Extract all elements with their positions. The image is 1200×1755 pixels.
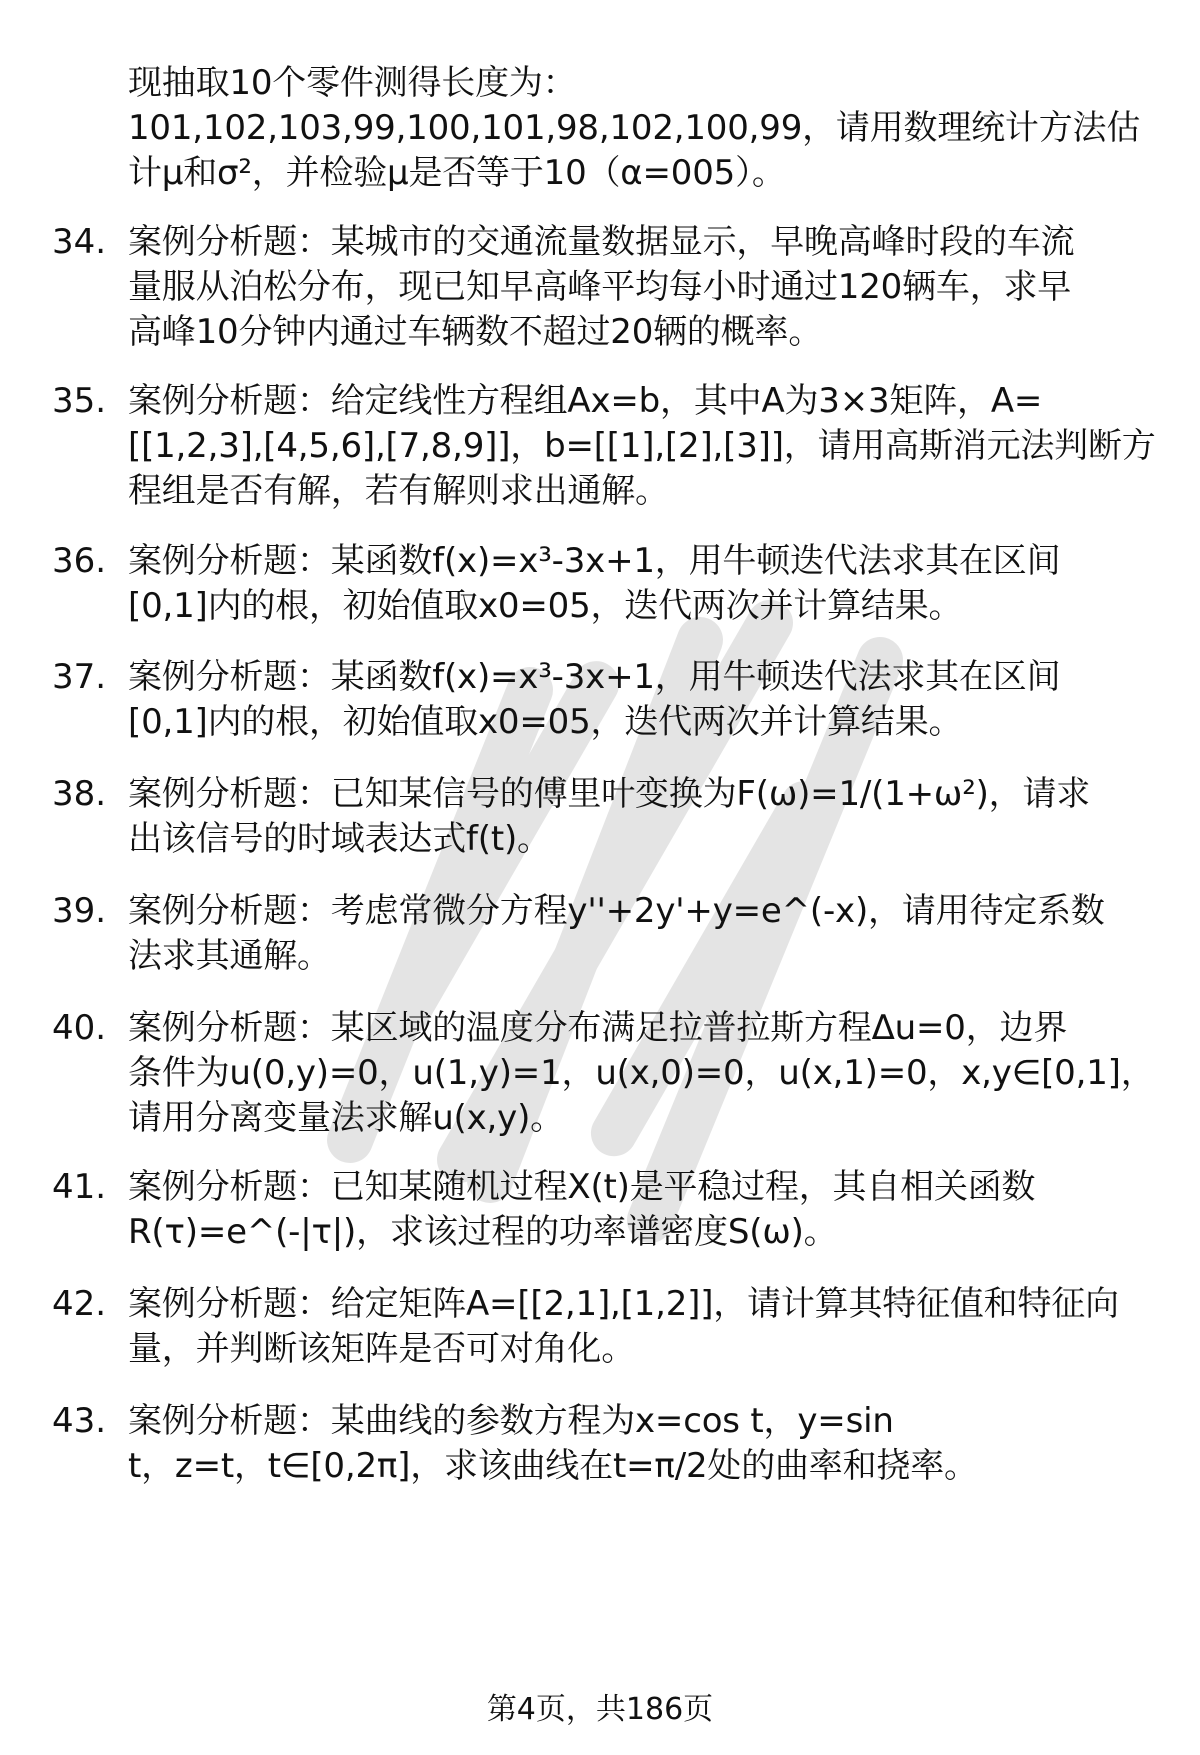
question-line: 量，并判断该矩阵是否可对角化。 <box>128 1329 635 1369</box>
question-line: 案例分析题：给定线性方程组Ax=b，其中A为3×3矩阵，A= <box>128 381 1043 421</box>
question-line: 法求其通解。 <box>128 936 331 976</box>
question-line: [0,1]内的根，初始值取x0=05，迭代两次并计算结果。 <box>128 586 963 626</box>
question-number: 40. <box>52 1008 107 1048</box>
question-line: 案例分析题：给定矩阵A=[[2,1],[1,2]]，请计算其特征值和特征向 <box>128 1284 1119 1324</box>
question-number: 36. <box>52 541 107 581</box>
question-line: 请用分离变量法求解u(x,y)。 <box>128 1098 564 1138</box>
question-number: 42. <box>52 1284 107 1324</box>
question-number: 39. <box>52 891 107 931</box>
question-line: 案例分析题：某曲线的参数方程为x=cos t，y=sin <box>128 1401 894 1441</box>
intro-line-1: 现抽取10个零件测得长度为： <box>128 63 577 103</box>
question-line: 案例分析题：某城市的交通流量数据显示，早晚高峰时段的车流 <box>128 222 1075 262</box>
question-line: 案例分析题：已知某随机过程X(t)是平稳过程，其自相关函数 <box>128 1167 1036 1207</box>
intro-line-2: 101,102,103,99,100,101,98,102,100,99，请用数理统计方法估 <box>128 108 1141 148</box>
intro-line-3: 计μ和σ²，并检验μ是否等于10（α=005）。 <box>128 153 786 193</box>
question-line: 出该信号的时域表达式f(t)。 <box>128 819 551 859</box>
page-footer: 第4页，共186页 <box>486 1692 714 1727</box>
question-number: 38. <box>52 774 107 814</box>
question-number: 34. <box>52 222 107 262</box>
question-line: 案例分析题：已知某信号的傅里叶变换为F(ω)=1/(1+ω²)，请求 <box>128 774 1091 814</box>
question-line: 高峰10分钟内通过车辆数不超过20辆的概率。 <box>128 312 823 352</box>
question-line: [[1,2,3],[4,5,6],[7,8,9]]，b=[[1],[2],[3]]，请用高斯消元法判断方 <box>128 426 1156 466</box>
question-number: 37. <box>52 657 107 697</box>
question-line: R(τ)=e^(-|τ|)，求该过程的功率谱密度S(ω)。 <box>128 1212 838 1252</box>
question-line: 量服从泊松分布，现已知早高峰平均每小时通过120辆车，求早 <box>128 267 1072 307</box>
question-line: [0,1]内的根，初始值取x0=05，迭代两次并计算结果。 <box>128 702 963 742</box>
question-number: 41. <box>52 1167 107 1207</box>
question-number: 43. <box>52 1401 107 1441</box>
question-line: t，z=t，t∈[0,2π]，求该曲线在t=π/2处的曲率和挠率。 <box>128 1446 978 1486</box>
question-line: 案例分析题：某函数f(x)=x³-3x+1，用牛顿迭代法求其在区间 <box>128 657 1061 697</box>
question-line: 案例分析题：考虑常微分方程y''+2y'+y=e^(-x)，请用待定系数 <box>128 891 1105 931</box>
question-line: 案例分析题：某函数f(x)=x³-3x+1，用牛顿迭代法求其在区间 <box>128 541 1061 581</box>
question-line: 程组是否有解，若有解则求出通解。 <box>128 471 669 511</box>
question-number: 35. <box>52 381 107 421</box>
question-line: 条件为u(0,y)=0，u(1,y)=1，u(x,0)=0，u(x,1)=0，x,y∈[0,1]， <box>128 1053 1155 1093</box>
question-line: 案例分析题：某区域的温度分布满足拉普拉斯方程Δu=0，边界 <box>128 1008 1068 1048</box>
